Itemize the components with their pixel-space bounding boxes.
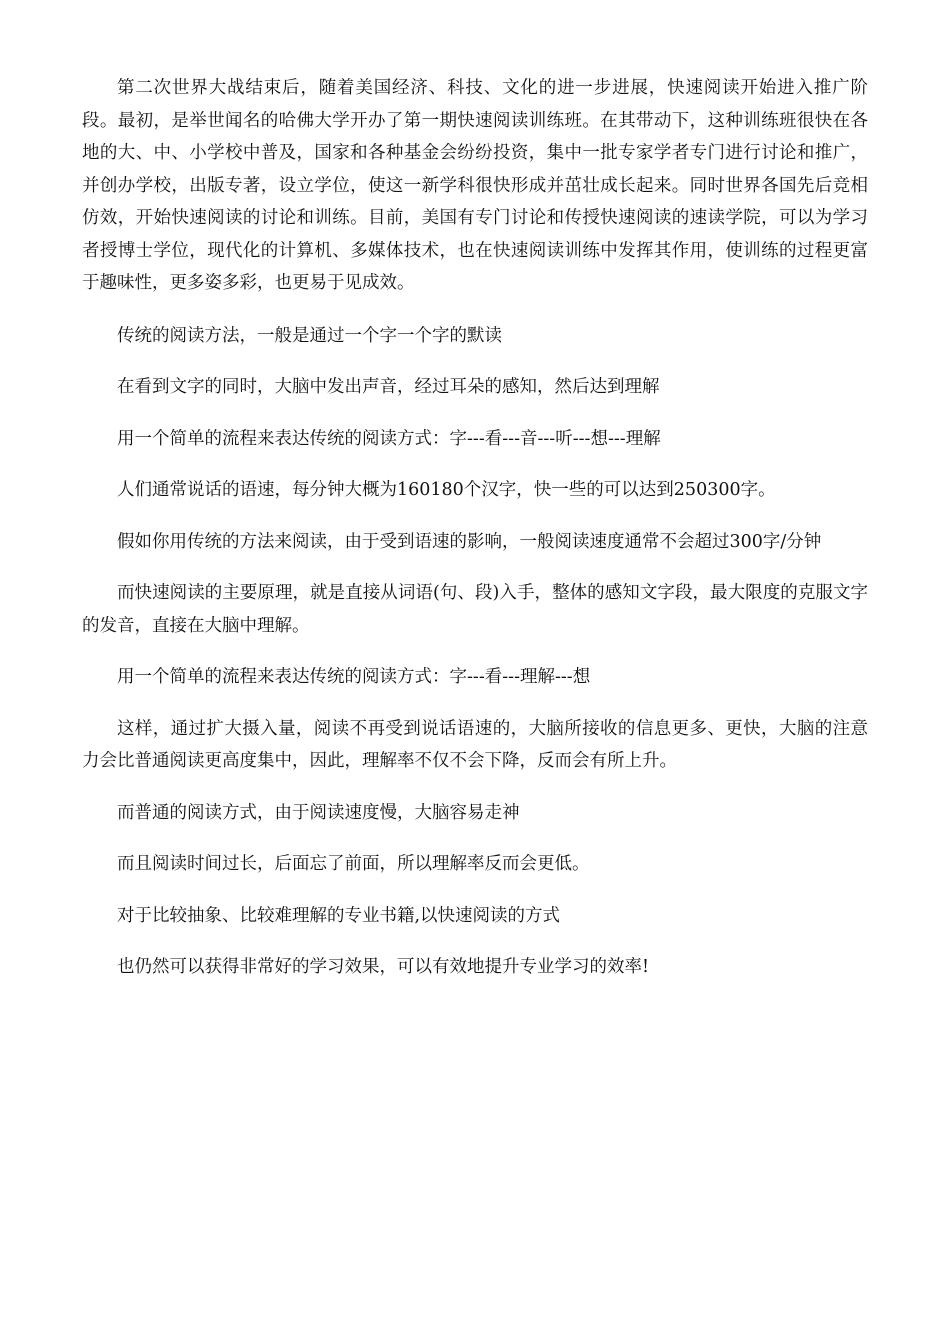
paragraph-traditional-flow: 用一个简单的流程来表达传统的阅读方式：字---看---音---听---想---理解 xyxy=(117,428,661,449)
paragraph-history: 第二次世界大战结束后，随着美国经济、科技、文化的进一步进展，快速阅读开始进入推广阶段。最初，是举世闻名的哈佛大学开办了第一期快速阅读训练班。在其带动下，这种训练班很快在各地的大、中、小学校中普及，国家和各种基金会纷纷投资，集中一批专家学者专门进行讨论和推广，并创办学校，出版专著，设立学位，使这一新学科很快形成并茁壮成长起来。同时世界各国先后竞相仿效，开始快速阅读的讨论和训练。目前，美国有专门讨论和传授快速阅读的速读学院，可以为学习者授博士学位，现代化的计算机、多媒体技术，也在快速阅读训练中发挥其作用，使训练的过程更富于趣味性，更多姿多彩，也更易于见成效。 xyxy=(82,78,868,293)
paragraph-traditional-method: 传统的阅读方法，一般是通过一个字一个字的默读 xyxy=(117,325,502,346)
paragraph-brain-sound: 在看到文字的同时，大脑中发出声音，经过耳朵的感知，然后达到理解 xyxy=(117,377,660,397)
paragraph-conclusion: 也仍然可以获得非常好的学习效果，可以有效地提升专业学习的效率! xyxy=(117,957,650,977)
paragraph-abstract-books: 对于比较抽象、比较难理解的专业书籍,以快速阅读的方式 xyxy=(117,905,561,926)
paragraph-distraction: 而普通的阅读方式，由于阅读速度慢，大脑容易走神 xyxy=(117,802,520,823)
paragraph-forgetting: 而且阅读时间过长，后面忘了前面，所以理解率反而会更低。 xyxy=(117,854,590,874)
paragraph-speed-flow: 用一个简单的流程来表达传统的阅读方式：字---看---理解---想 xyxy=(117,667,591,687)
paragraph-speech-rate: 人们通常说话的语速，每分钟大概为160180个汉字，快一些的可以达到250300字。 xyxy=(117,480,776,500)
paragraph-comprehension: 这样，通过扩大摄入量，阅读不再受到说话语速的，大脑所接收的信息更多、更快，大脑的注意力会比普通阅读更高度集中，因此，理解率不仅不会下降，反而会有所上升。 xyxy=(82,718,868,771)
paragraph-reading-limit: 假如你用传统的方法来阅读，由于受到语速的影响，一般阅读速度通常不会超过300字/分钟 xyxy=(117,531,822,552)
document-page xyxy=(82,72,868,1003)
paragraph-speed-reading-principle: 而快速阅读的主要原理，就是直接从词语(句、段)入手，整体的感知文字段，最大限度的克服文字的发音，直接在大脑中理解。 xyxy=(82,583,868,636)
